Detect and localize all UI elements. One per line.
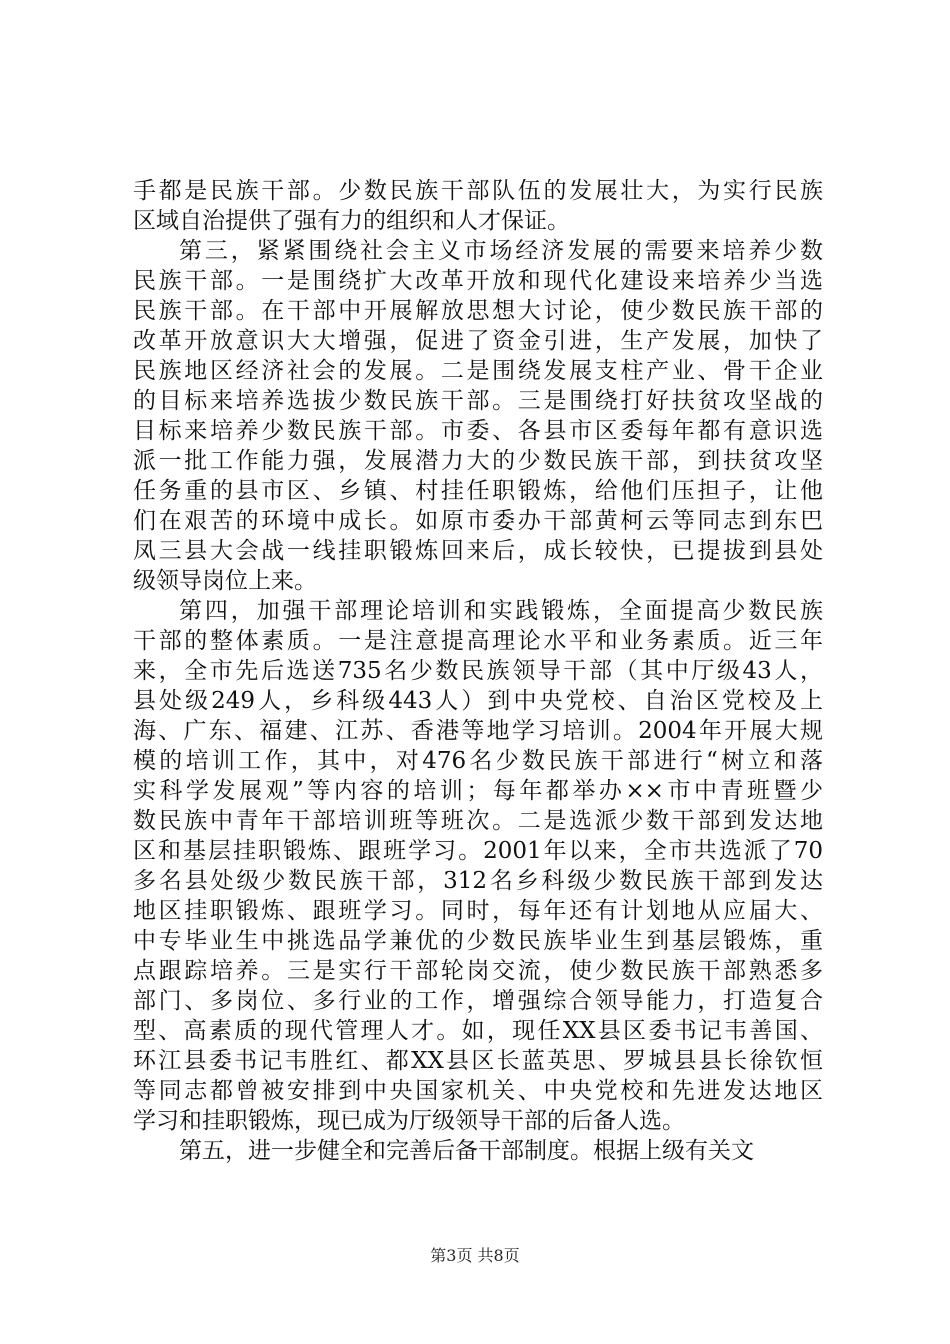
paragraph [133, 1136, 823, 1166]
text-line: 手都是民族干部。少数民族干部队伍的发展壮大，为实行民族 [133, 178, 823, 204]
text-line: 改革开放意识大大增强，促进了资金引进，生产发展，加快了 [133, 328, 823, 354]
text-line: 任务重的县市区、乡镇、村挂任职锻炼，给他们压担子，让他 [133, 478, 823, 504]
text-line: 模的培训工作，其中，对476名少数民族干部进行“树立和落 [133, 748, 823, 774]
text-line: 等同志都曾被安排到中央国家机关、中央党校和先进发达地区 [133, 1078, 823, 1104]
text-line: 区域自治提供了强有力的组织和人才保证。 [133, 208, 570, 234]
document-body [133, 176, 823, 1166]
text-line: 民族地区经济社会的发展。二是围绕发展支柱产业、骨干企业 [133, 358, 823, 384]
text-line: 干部的整体素质。一是注意提高理论水平和业务素质。近三年 [133, 628, 823, 654]
paragraph [133, 176, 823, 236]
text-line: 县处级249人，乡科级443人）到中央党校、自治区党校及上 [133, 688, 823, 714]
text-line: 派一批工作能力强，发展潜力大的少数民族干部，到扶贫攻坚 [133, 448, 823, 474]
text-line: 型、高素质的现代管理人才。如，现任XX县区委书记韦善国、 [133, 1018, 823, 1044]
text-line: 民族干部。在干部中开展解放思想大讨论，使少数民族干部的 [133, 298, 823, 324]
text-line: 点跟踪培养。三是实行干部轮岗交流，使少数民族干部熟悉多 [133, 958, 823, 984]
text-line: 地区挂职锻炼、跟班学习。同时，每年还有计划地从应届大、 [133, 898, 823, 924]
text-line: 凤三县大会战一线挂职锻炼回来后，成长较快，已提拔到县处 [133, 538, 823, 564]
text-line: 级领导岗位上来。 [133, 568, 317, 594]
text-line: 第四，加强干部理论培训和实践锻炼，全面提高少数民族 [179, 598, 823, 624]
text-line: 中专毕业生中挑选品学兼优的少数民族毕业生到基层锻炼，重 [133, 928, 823, 954]
text-line: 来，全市先后选送735名少数民族领导干部（其中厅级43人， [133, 658, 823, 684]
page-footer: 第3页 共8页 [430, 1246, 520, 1265]
text-line: 数民族中青年干部培训班等班次。二是选派少数干部到发达地 [133, 808, 823, 834]
text-line: 们在艰苦的环境中成长。如原市委办干部黄柯云等同志到东巴 [133, 508, 823, 534]
text-line: 学习和挂职锻炼，现已成为厅级领导干部的后备人选。 [133, 1108, 685, 1134]
text-line: 目标来培养少数民族干部。市委、各县市区委每年都有意识选 [133, 418, 823, 444]
text-line: 实科学发展观”等内容的培训；每年都举办××市中青班暨少 [133, 778, 823, 804]
paragraph [133, 596, 823, 1136]
text-line: 多名县处级少数民族干部，312名乡科级少数民族干部到发达 [133, 868, 823, 894]
text-line: 第三，紧紧围绕社会主义市场经济发展的需要来培养少数 [179, 238, 823, 264]
text-line: 民族干部。一是围绕扩大改革开放和现代化建设来培养少当选 [133, 268, 823, 294]
text-line: 第五，进一步健全和完善后备干部制度。根据上级有关文 [179, 1138, 754, 1164]
text-line: 的目标来培养选拔少数民族干部。三是围绕打好扶贫攻坚战的 [133, 388, 823, 414]
paragraph [133, 236, 823, 596]
text-line: 部门、多岗位、多行业的工作，增强综合领导能力，打造复合 [133, 988, 823, 1014]
text-line: 区和基层挂职锻炼、跟班学习。2001年以来，全市共选派了70 [133, 838, 823, 864]
text-line: 环江县委书记韦胜红、都XX县区长蓝英思、罗城县县长徐钦恒 [133, 1048, 823, 1074]
text-line: 海、广东、福建、江苏、香港等地学习培训。2004年开展大规 [133, 718, 823, 744]
